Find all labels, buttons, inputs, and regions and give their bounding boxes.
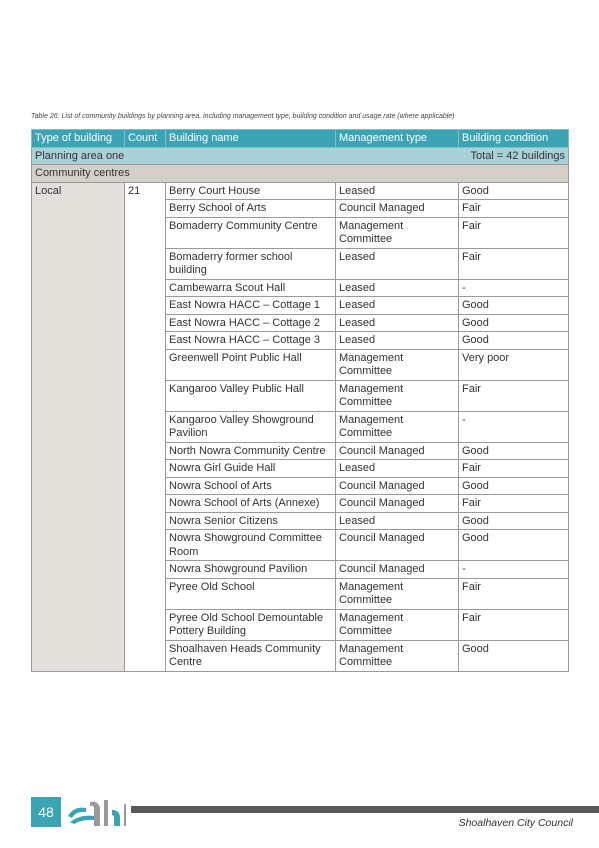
building-condition-cell: Good bbox=[459, 332, 569, 350]
header-building-name: Building name bbox=[166, 130, 336, 148]
building-name-cell: North Nowra Community Centre bbox=[166, 442, 336, 460]
building-condition-cell: Fair bbox=[459, 380, 569, 411]
building-name-cell: Kangaroo Valley Public Hall bbox=[166, 380, 336, 411]
table-caption: Table 26: List of community buildings by planning area, including management type, building condition and usage rate (where applicable) bbox=[31, 113, 455, 120]
building-name-cell: Greenwell Point Public Hall bbox=[166, 349, 336, 380]
building-condition-cell: Fair bbox=[459, 248, 569, 279]
planning-area-cell bbox=[32, 147, 569, 165]
management-type-cell: Leased bbox=[336, 248, 459, 279]
building-name-cell: Berry School of Arts bbox=[166, 200, 336, 218]
page-number: 48 bbox=[31, 797, 61, 827]
building-condition-cell: Fair bbox=[459, 200, 569, 218]
building-name-cell: Nowra Showground Committee Room bbox=[166, 530, 336, 561]
management-type-cell: Council Managed bbox=[336, 477, 459, 495]
table-row bbox=[32, 182, 569, 200]
management-type-cell: Council Managed bbox=[336, 530, 459, 561]
management-type-cell: Leased bbox=[336, 332, 459, 350]
management-type-cell: Council Managed bbox=[336, 561, 459, 579]
building-name-cell: Nowra Girl Guide Hall bbox=[166, 460, 336, 478]
building-condition-cell: Good bbox=[459, 442, 569, 460]
header-building-condition: Building condition bbox=[459, 130, 569, 148]
shoalhaven-logo-icon bbox=[64, 796, 128, 828]
building-condition-cell: Fair bbox=[459, 460, 569, 478]
management-type-cell: Leased bbox=[336, 182, 459, 200]
building-condition-cell: Fair bbox=[459, 578, 569, 609]
building-condition-cell: Fair bbox=[459, 217, 569, 248]
building-condition-cell: Good bbox=[459, 182, 569, 200]
building-name-cell: East Nowra HACC – Cottage 3 bbox=[166, 332, 336, 350]
footer-council-name: Shoalhaven City Council bbox=[458, 817, 573, 829]
building-condition-cell: - bbox=[459, 411, 569, 442]
management-type-cell: Management Committee bbox=[336, 578, 459, 609]
management-type-cell: Leased bbox=[336, 314, 459, 332]
building-name-cell: Kangaroo Valley Showground Pavilion bbox=[166, 411, 336, 442]
building-condition-cell: Very poor bbox=[459, 349, 569, 380]
building-name-cell: Pyree Old School Demountable Pottery Building bbox=[166, 609, 336, 640]
management-type-cell: Leased bbox=[336, 297, 459, 315]
management-type-cell: Leased bbox=[336, 279, 459, 297]
count-cell: 21 bbox=[125, 182, 166, 671]
building-condition-cell: Good bbox=[459, 314, 569, 332]
management-type-cell: Council Managed bbox=[336, 495, 459, 513]
building-name-cell: Pyree Old School bbox=[166, 578, 336, 609]
building-name-cell: Bomaderry former school building bbox=[166, 248, 336, 279]
management-type-cell: Management Committee bbox=[336, 217, 459, 248]
building-name-cell: Cambewarra Scout Hall bbox=[166, 279, 336, 297]
building-name-cell: East Nowra HACC – Cottage 2 bbox=[166, 314, 336, 332]
building-name-cell: Berry Court House bbox=[166, 182, 336, 200]
table-header-row bbox=[32, 130, 569, 148]
planning-area-row bbox=[32, 147, 569, 165]
building-condition-cell: - bbox=[459, 561, 569, 579]
building-name-cell: Bomaderry Community Centre bbox=[166, 217, 336, 248]
type-of-building-cell: Local bbox=[32, 182, 125, 671]
building-condition-cell: Fair bbox=[459, 609, 569, 640]
community-buildings-table bbox=[31, 129, 569, 672]
building-condition-cell: - bbox=[459, 279, 569, 297]
management-type-cell: Leased bbox=[336, 512, 459, 530]
building-condition-cell: Good bbox=[459, 512, 569, 530]
building-condition-cell: Fair bbox=[459, 495, 569, 513]
planning-area-total: Total = 42 buildings bbox=[470, 149, 565, 162]
footer-bar bbox=[131, 806, 599, 813]
building-name-cell: Nowra Senior Citizens bbox=[166, 512, 336, 530]
management-type-cell: Management Committee bbox=[336, 640, 459, 671]
building-name-cell: Nowra School of Arts (Annexe) bbox=[166, 495, 336, 513]
building-condition-cell: Good bbox=[459, 297, 569, 315]
group-label: Community centres bbox=[32, 165, 569, 183]
management-type-cell: Management Committee bbox=[336, 380, 459, 411]
management-type-cell: Management Committee bbox=[336, 411, 459, 442]
management-type-cell: Leased bbox=[336, 460, 459, 478]
building-condition-cell: Good bbox=[459, 640, 569, 671]
building-condition-cell: Good bbox=[459, 530, 569, 561]
header-type-of-building: Type of building bbox=[32, 130, 125, 148]
management-type-cell: Management Committee bbox=[336, 349, 459, 380]
building-name-cell: Nowra School of Arts bbox=[166, 477, 336, 495]
building-name-cell: Shoalhaven Heads Community Centre bbox=[166, 640, 336, 671]
building-name-cell: East Nowra HACC – Cottage 1 bbox=[166, 297, 336, 315]
management-type-cell: Council Managed bbox=[336, 200, 459, 218]
planning-area-label: Planning area one bbox=[35, 149, 125, 162]
management-type-cell: Council Managed bbox=[336, 442, 459, 460]
management-type-cell: Management Committee bbox=[336, 609, 459, 640]
group-row bbox=[32, 165, 569, 183]
building-name-cell: Nowra Showground Pavilion bbox=[166, 561, 336, 579]
header-count: Count bbox=[125, 130, 166, 148]
building-condition-cell: Good bbox=[459, 477, 569, 495]
header-management-type: Management type bbox=[336, 130, 459, 148]
